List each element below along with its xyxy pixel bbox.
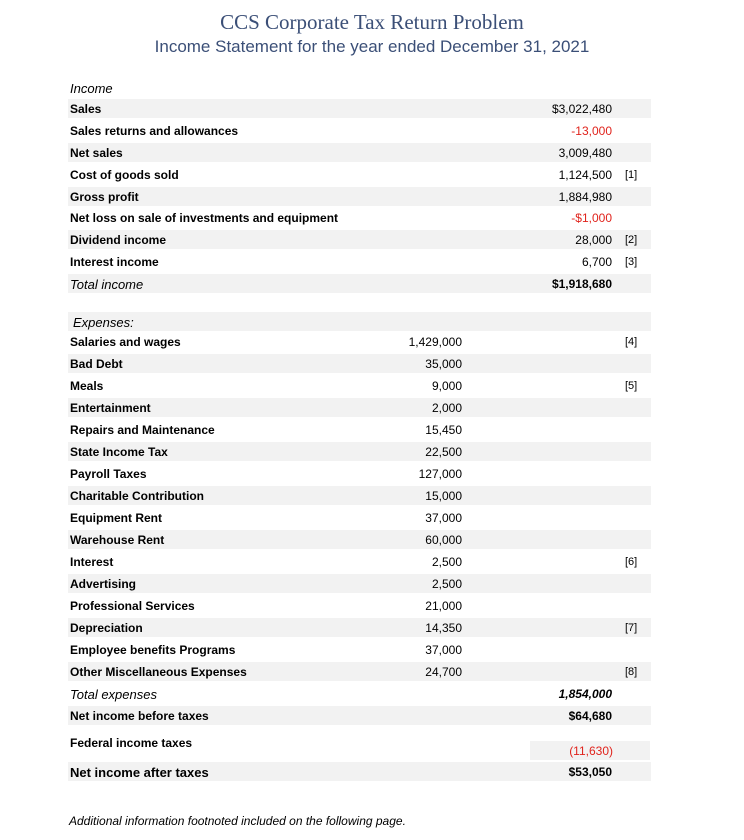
expense-label: Bad Debt: [70, 357, 123, 371]
expense-label: Other Miscellaneous Expenses: [70, 665, 247, 679]
expense-label: Charitable Contribution: [70, 489, 204, 503]
expense-label: Employee benefits Programs: [70, 643, 236, 657]
income-heading: Income: [70, 81, 113, 96]
expense-label: Professional Services: [70, 599, 195, 613]
expense-amount: 37,000: [425, 511, 462, 525]
expense-row: [68, 486, 651, 505]
footnote-marker: [5]: [625, 380, 638, 392]
income-row: [68, 208, 651, 227]
federal-income-taxes-label: Federal income taxes: [70, 736, 193, 750]
expense-row: [68, 640, 651, 659]
expense-row: [68, 464, 651, 483]
net-income-after-taxes-row: [68, 762, 651, 781]
net-income-after-taxes-label: Net income after taxes: [70, 765, 209, 780]
income-label: Cost of goods sold: [70, 168, 179, 182]
income-value: 1,884,980: [558, 190, 612, 204]
net-income-after-taxes-value: $53,050: [568, 765, 612, 779]
expense-label: Repairs and Maintenance: [70, 423, 215, 437]
expense-amount: 9,000: [431, 379, 462, 393]
expense-amount: 2,000: [431, 401, 462, 415]
expense-amount: 127,000: [418, 467, 462, 481]
expense-label: Depreciation: [70, 621, 143, 635]
net-income-before-taxes-row: [68, 706, 651, 725]
income-row: [68, 230, 651, 249]
expense-label: Interest: [70, 555, 114, 569]
expense-amount: 35,000: [425, 357, 462, 371]
expense-row: [68, 508, 651, 527]
income-row: [68, 99, 651, 118]
expense-row: [68, 442, 651, 461]
expense-amount: 2,500: [431, 555, 462, 569]
income-label: Dividend income: [70, 233, 167, 247]
expenses-heading-row: [68, 312, 651, 331]
net-income-before-taxes-label: Net income before taxes: [70, 709, 209, 723]
income-row: [68, 187, 651, 206]
income-value: $3,022,480: [551, 102, 612, 116]
income-value: 6,700: [581, 255, 612, 269]
total-expenses-value: 1,854,000: [558, 687, 612, 701]
expense-amount: 14,350: [425, 621, 462, 635]
expense-label: Payroll Taxes: [70, 467, 147, 481]
expense-label: Salaries and wages: [70, 335, 181, 349]
expense-label: Equipment Rent: [70, 511, 162, 525]
footnote-marker: [2]: [625, 234, 638, 246]
income-label: Sales returns and allowances: [70, 124, 239, 138]
income-label: Interest income: [70, 255, 159, 269]
federal-income-taxes-value-cell: [530, 741, 650, 760]
footnote-marker: [3]: [625, 256, 638, 268]
income-label: Net loss on sale of investments and equipment: [70, 211, 339, 225]
expense-row: [68, 398, 651, 417]
income-row: [68, 165, 651, 184]
income-row: [68, 121, 651, 140]
expense-row: [68, 376, 651, 395]
net-income-before-taxes-value: $64,680: [568, 709, 612, 723]
expense-amount: 60,000: [425, 533, 462, 547]
expense-label: Meals: [70, 379, 104, 393]
income-value: 1,124,500: [558, 168, 612, 182]
expense-row: [68, 420, 651, 439]
expense-amount: 21,000: [425, 599, 462, 613]
page-title: CCS Corporate Tax Return Problem: [220, 10, 524, 34]
expense-amount: 15,000: [425, 489, 462, 503]
footnote-marker: [4]: [625, 336, 638, 348]
income-row: [68, 143, 651, 162]
footnote-marker: [6]: [625, 556, 638, 568]
expense-amount: 37,000: [425, 643, 462, 657]
income-heading-row: [68, 78, 651, 97]
income-label: Net sales: [70, 146, 123, 160]
federal-income-taxes-value: (11,630): [569, 744, 613, 758]
expense-row: [68, 662, 651, 681]
income-value: -13,000: [571, 124, 612, 138]
income-row: [68, 252, 651, 271]
expense-amount: 1,429,000: [408, 335, 462, 349]
total-expenses-label: Total expenses: [70, 687, 157, 702]
total-expenses-row: [68, 684, 651, 703]
income-value: 28,000: [575, 233, 612, 247]
total-income-label: Total income: [70, 277, 144, 292]
expense-amount: 24,700: [425, 665, 462, 679]
expense-row: [68, 530, 651, 549]
expenses-heading: Expenses:: [73, 315, 134, 330]
income-label: Sales: [70, 102, 102, 116]
footnote-marker: [7]: [625, 622, 638, 634]
footnote-text: Additional information footnoted included on the following page.: [69, 814, 406, 828]
expense-label: Advertising: [70, 577, 137, 591]
expense-row: [68, 596, 651, 615]
expense-row: [68, 332, 651, 351]
expense-row: [68, 574, 651, 593]
page-subtitle: Income Statement for the year ended December 31, 2021: [154, 37, 590, 56]
expense-label: Entertainment: [70, 401, 151, 415]
total-income-row: [68, 274, 651, 293]
expense-amount: 2,500: [431, 577, 462, 591]
total-income-value: $1,918,680: [551, 277, 612, 291]
expense-label: Warehouse Rent: [70, 533, 165, 547]
income-value: -$1,000: [571, 211, 612, 225]
expense-amount: 22,500: [425, 445, 462, 459]
expense-row: [68, 354, 651, 373]
expense-row: [68, 552, 651, 571]
expense-label: State Income Tax: [70, 445, 168, 459]
expense-amount: 15,450: [425, 423, 462, 437]
footnote-marker: [1]: [625, 169, 638, 181]
income-label: Gross profit: [70, 190, 139, 204]
income-value: 3,009,480: [558, 146, 612, 160]
expense-row: [68, 618, 651, 637]
footnote-marker: [8]: [625, 666, 638, 678]
